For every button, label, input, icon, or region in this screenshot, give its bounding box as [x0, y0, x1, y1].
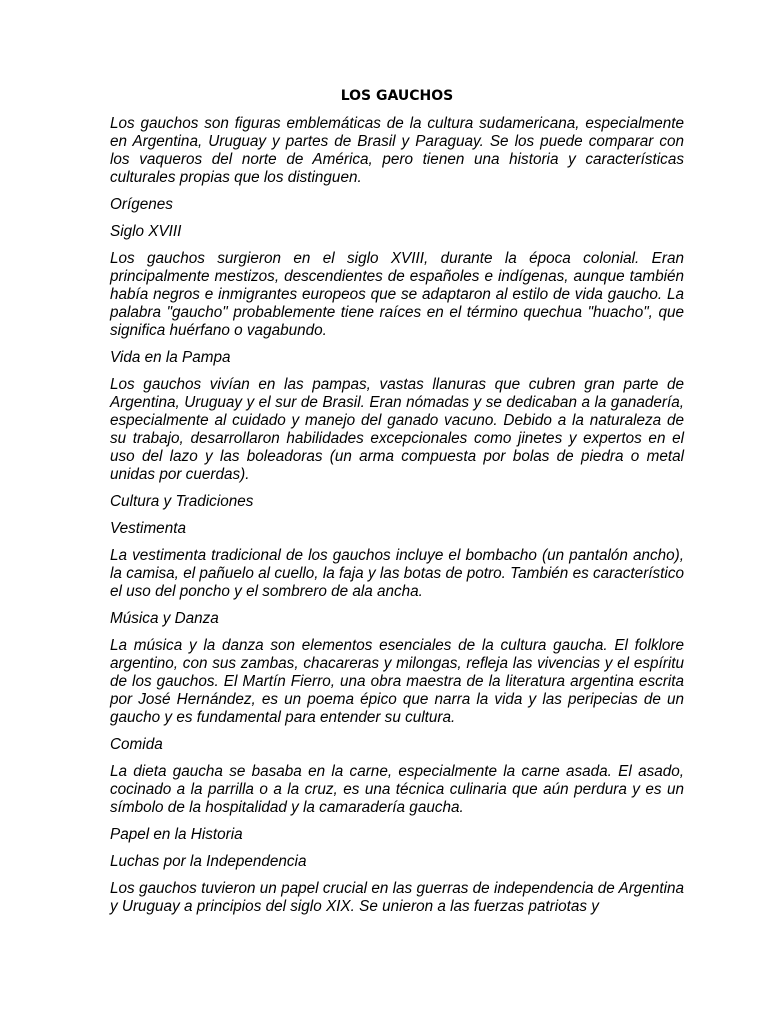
document-title: LOS GAUCHOS	[340, 88, 454, 104]
subsection-heading-vida-pampa: Vida en la Pampa	[110, 349, 231, 366]
section-heading-origenes: Orígenes	[110, 196, 173, 213]
subsection-heading-siglo-xviii: Siglo XVIII	[110, 223, 182, 240]
subsection-heading-vestimenta: Vestimenta	[110, 520, 186, 537]
paragraph-musica: La música y la danza son elementos esenciales de la cultura gaucha. El folklore argentino, con sus zambas, chacareras y milongas, refleja las vivencias y el espíritu de los gauchos. El Martín Fierro, una obra maestra de la literatura argentina escrita por José Hernández, es un poema épico que narra la vida y las peripecias de un gaucho y es fundamental para entender su cultura.	[110, 637, 684, 726]
paragraph-vida-pampa: Los gauchos vivían en las pampas, vastas llanuras que cubren gran parte de Argentina, Uruguay y el sur de Brasil. Eran nómadas y se dedicaban a la ganadería, especialmente al cuidado y manejo del ganado vacuno. Debido a la naturaleza de su trabajo, desarrollaron habilidades excepcionales como jinetes y expertos en el uso del lazo y las boleadoras (un arma compuesta por bolas de piedra o metal unidas por cuerdas).	[110, 376, 684, 483]
intro-paragraph: Los gauchos son figuras emblemáticas de la cultura sudamericana, especialmente en Argentina, Uruguay y partes de Brasil y Paraguay. Se los puede comparar con los vaqueros del norte de América, pero tienen una historia y características culturales propias que los distinguen.	[110, 115, 684, 186]
paragraph-vestimenta: La vestimenta tradicional de los gauchos incluye el bombacho (un pantalón ancho), la camisa, el pañuelo al cuello, la faja y las botas de potro. También es característico el uso del poncho y el sombrero de ala ancha.	[110, 547, 684, 600]
section-heading-cultura: Cultura y Tradiciones	[110, 493, 254, 510]
paragraph-comida: La dieta gaucha se basaba en la carne, especialmente la carne asada. El asado, cocinado a la parrilla o a la cruz, es una técnica culinaria que aún perdura y es un símbolo de la hospitalidad y la camaradería gaucha.	[110, 763, 684, 816]
subsection-heading-independencia: Luchas por la Independencia	[110, 853, 307, 870]
paragraph-independencia: Los gauchos tuvieron un papel crucial en las guerras de independencia de Argentina y Uruguay a principios del siglo XIX. Se unieron a las fuerzas patriotas y	[110, 880, 684, 915]
document-body	[110, 86, 684, 925]
paragraph-siglo-xviii: Los gauchos surgieron en el siglo XVIII, durante la época colonial. Eran principalmente mestizos, descendientes de españoles e indígenas, aunque también había negros e inmigrantes europeos que se adaptaron al estilo de vida gaucho. La palabra "gaucho" probablemente tiene raíces en el término quechua "huacho", que significa huérfano o vagabundo.	[110, 250, 684, 339]
subsection-heading-musica: Música y Danza	[110, 610, 219, 627]
section-heading-historia: Papel en la Historia	[110, 826, 243, 843]
subsection-heading-comida: Comida	[110, 736, 163, 753]
